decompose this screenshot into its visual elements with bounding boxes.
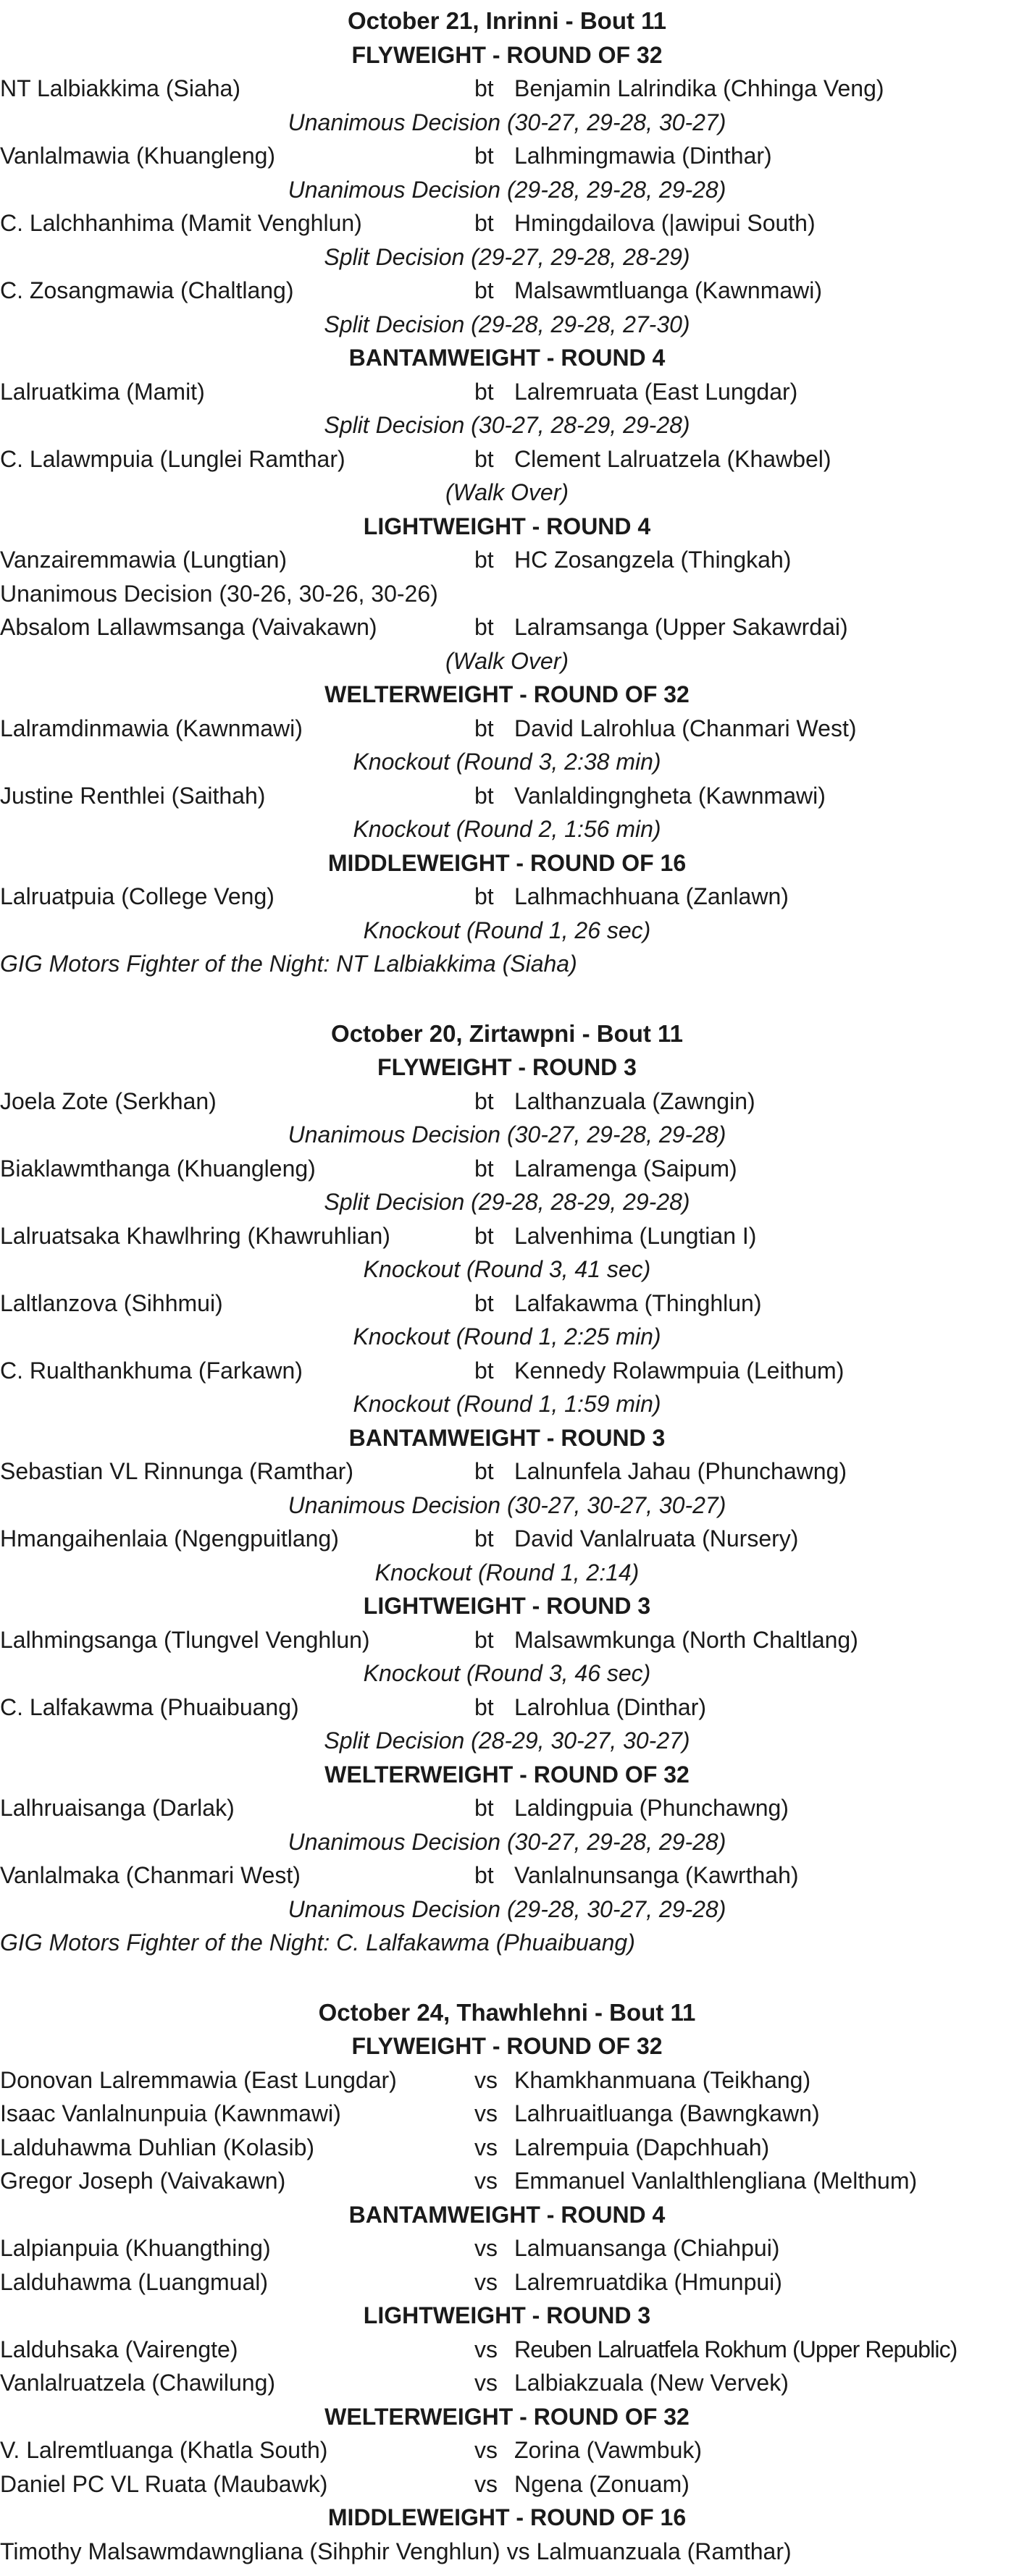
fighter-right: Lalremruata (East Lungdar) — [514, 378, 798, 405]
fighter-right: Lalremruatdika (Hmunpui) — [514, 2268, 782, 2295]
fighter-left: Gregor Joseph (Vaivakawn) — [0, 2168, 286, 2194]
bout-row — [0, 139, 1014, 173]
fighter-left: Lalduhawma (Luangmual) — [0, 2268, 268, 2295]
bout-connector: vs — [474, 2336, 498, 2362]
fighter-right: Lalvenhima (Lungtian I) — [514, 1222, 757, 1249]
fighter-left: Lalramdinmawia (Kawnmawi) — [0, 715, 303, 741]
bout-row — [0, 1085, 1014, 1119]
bout-result: Unanimous Decision (29-28, 29-28, 29-28) — [288, 176, 726, 203]
fighter-right: Emmanuel Vanlalthlengliana (Melthum) — [514, 2168, 918, 2194]
division-heading: BANTAMWEIGHT - ROUND 3 — [348, 1424, 666, 1451]
bout-connector: bt — [474, 210, 494, 236]
fighter-left: V. Lalremtluanga (Khatla South) — [0, 2437, 328, 2463]
bout-connector: vs — [474, 2470, 498, 2497]
fighter-left: Hmangaihenlaia (Ngengpuitlang) — [0, 1525, 339, 1552]
fighter-left: Lalruatpuia (College Veng) — [0, 883, 275, 909]
bout-result: Split Decision (30-27, 28-29, 29-28) — [324, 412, 690, 438]
bout-row — [0, 442, 1014, 476]
bout-connector: bt — [474, 1155, 494, 1182]
fighter-left: C. Lalchhanhima (Mamit Venghlun) — [0, 210, 362, 236]
fighter-right: Kennedy Rolawmpuia (Leithum) — [514, 1357, 845, 1384]
bout-result: Split Decision (29-27, 29-28, 28-29) — [324, 243, 690, 270]
fighter-left: Vanzairemmawia (Lungtian) — [0, 547, 288, 573]
fighter-right: Hmingdailova (|awipui South) — [514, 210, 816, 236]
bout-connector: bt — [474, 614, 494, 640]
bout-result: Knockout (Round 1, 26 sec) — [363, 917, 651, 943]
bout-row — [0, 610, 1014, 644]
bout-result: Unanimous Decision (30-27, 29-28, 30-27) — [288, 109, 726, 135]
bout-row — [0, 2164, 1014, 2198]
fighter-left: Donovan Lalremmawia (East Lungdar) — [0, 2066, 397, 2093]
fighter-right: David Vanlalruata (Nursery) — [514, 1525, 799, 1552]
fighter-right: Lalrohlua (Dinthar) — [514, 1693, 707, 1720]
event-title: October 20, Zirtawpni - Bout 11 — [331, 1019, 683, 1047]
fighter-right: Lalbiakzuala (New Vervek) — [514, 2370, 789, 2396]
fighter-right: Zorina (Vawmbuk) — [514, 2437, 703, 2463]
fighter-right: Laldingpuia (Phunchawng) — [514, 1795, 789, 1821]
bout-connector: vs — [474, 2100, 498, 2126]
bout-row — [0, 543, 1014, 577]
bout-connector: bt — [474, 378, 494, 405]
division-heading: LIGHTWEIGHT - ROUND 3 — [363, 2302, 651, 2328]
bout-result: Split Decision (29-28, 29-28, 27-30) — [324, 311, 690, 337]
division-heading: FLYWEIGHT - ROUND 3 — [377, 1054, 637, 1080]
fighter-right: Lalthanzuala (Zawngin) — [514, 1087, 755, 1114]
bout-result: Knockout (Round 1, 2:25 min) — [353, 1323, 661, 1350]
bout-row — [0, 2333, 1014, 2367]
bout-connector: vs — [474, 2268, 498, 2295]
bout-row — [0, 2231, 1014, 2265]
fighter-of-the-night: GIG Motors Fighter of the Night: NT Lalbiakkima (Siaha) — [0, 951, 577, 977]
fighter-left: Lalruatkima (Mamit) — [0, 378, 205, 405]
bout-row — [0, 1791, 1014, 1825]
bout-row — [0, 1287, 1014, 1321]
bout-row — [0, 2366, 1014, 2400]
bout-connector: bt — [474, 1795, 494, 1821]
bout-connector: bt — [474, 1525, 494, 1552]
fighter-right: Lalrempuia (Dapchhuah) — [514, 2134, 770, 2160]
fighter-left: Daniel PC VL Ruata (Maubawk) — [0, 2470, 328, 2497]
division-heading: MIDDLEWEIGHT - ROUND OF 16 — [327, 849, 687, 876]
bout-result: Knockout (Round 1, 2:14) — [374, 1559, 640, 1586]
bout-connector: bt — [474, 547, 494, 573]
bout-connector: bt — [474, 445, 494, 472]
bout-connector: bt — [474, 715, 494, 741]
bout-connector: bt — [474, 1222, 494, 1249]
fighter-right: Malsawmkunga (North Chaltlang) — [514, 1626, 858, 1653]
bout-row — [0, 1152, 1014, 1186]
bout-row — [0, 1691, 1014, 1725]
event-section — [0, 4, 1014, 981]
bout-row — [0, 2433, 1014, 2467]
bout-connector: bt — [474, 782, 494, 809]
bout-connector: bt — [474, 1626, 494, 1653]
bout-connector: vs — [474, 2168, 498, 2194]
bout-row — [0, 1522, 1014, 1556]
fighter-left: Vanlalmawia (Khuangleng) — [0, 143, 276, 169]
bout-result: Unanimous Decision (30-27, 30-27, 30-27) — [288, 1491, 726, 1518]
bout-result: Split Decision (29-28, 28-29, 29-28) — [324, 1189, 690, 1215]
fighter-right: Lalfakawma (Thinghlun) — [514, 1289, 762, 1316]
bout-result: Unanimous Decision (30-26, 30-26, 30-26) — [0, 580, 438, 607]
fighter-right: Lalmuanzuala (Ramthar) — [536, 2538, 792, 2564]
event-title: October 21, Inrinni - Bout 11 — [347, 7, 667, 34]
division-heading: WELTERWEIGHT - ROUND OF 32 — [324, 2403, 690, 2430]
fighter-left: Vanlalmaka (Chanmari West) — [0, 1862, 301, 1888]
bout-result: Knockout (Round 2, 1:56 min) — [353, 816, 661, 842]
fighter-of-the-night: GIG Motors Fighter of the Night: C. Lalfakawma (Phuaibuang) — [0, 1929, 635, 1956]
fighter-left: Lalduhawma Duhlian (Kolasib) — [0, 2134, 315, 2160]
bout-row — [0, 2265, 1014, 2299]
fighter-right: Lalhmingmawia (Dinthar) — [514, 143, 772, 169]
bout-row — [0, 1219, 1014, 1253]
fighter-left: Lalhruaisanga (Darlak) — [0, 1795, 235, 1821]
fighter-right: Clement Lalruatzela (Khawbel) — [514, 445, 831, 472]
fighter-left: Isaac Vanlalnunpuia (Kawnmawi) — [0, 2100, 341, 2126]
bout-row — [0, 1354, 1014, 1388]
fighter-left: Lalhmingsanga (Tlungvel Venghlun) — [0, 1626, 370, 1653]
bout-result: Unanimous Decision (30-27, 29-28, 29-28) — [288, 1828, 726, 1855]
fighter-right: Lalnunfela Jahau (Phunchawng) — [514, 1458, 847, 1484]
fighter-right: Lalramenga (Saipum) — [514, 1155, 737, 1182]
bout-row — [0, 2535, 1014, 2569]
fighter-left: Biaklawmthanga (Khuangleng) — [0, 1155, 316, 1182]
fighter-right: Khamkhanmuana (Teikhang) — [514, 2066, 811, 2093]
fighter-left: C. Lalfakawma (Phuaibuang) — [0, 1693, 299, 1720]
bout-row — [0, 880, 1014, 914]
fighter-right: HC Zosangzela (Thingkah) — [514, 547, 792, 573]
division-heading: WELTERWEIGHT - ROUND OF 32 — [324, 1761, 690, 1788]
fighter-left: NT Lalbiakkima (Siaha) — [0, 75, 240, 101]
bout-connector: vs — [474, 2437, 498, 2463]
fighter-left: Lalruatsaka Khawlhring (Khawruhlian) — [0, 1222, 390, 1249]
bout-row — [0, 1455, 1014, 1489]
bout-row — [0, 712, 1014, 746]
division-heading: LIGHTWEIGHT - ROUND 4 — [363, 513, 651, 539]
bout-result: Knockout (Round 1, 1:59 min) — [353, 1391, 661, 1417]
fighter-left: Lalduhsaka (Vairengte) — [0, 2336, 238, 2362]
fighter-left: Lalpianpuia (Khuangthing) — [0, 2235, 271, 2261]
fighter-right: Lalhmachhuana (Zanlawn) — [514, 883, 789, 909]
event-title: October 24, Thawhlehni - Bout 11 — [318, 1998, 696, 2026]
fighter-left: Vanlalruatzela (Chawilung) — [0, 2370, 276, 2396]
bout-row — [0, 375, 1014, 409]
fighter-left: Joela Zote (Serkhan) — [0, 1087, 217, 1114]
bout-row — [0, 2097, 1014, 2131]
bout-connector: bt — [474, 1357, 494, 1384]
bout-connector: vs — [506, 2538, 530, 2564]
bout-connector: bt — [474, 143, 494, 169]
fighter-right: Lalmuansanga (Chiahpui) — [514, 2235, 780, 2261]
division-heading: MIDDLEWEIGHT - ROUND OF 16 — [327, 2504, 687, 2530]
fighter-right: Benjamin Lalrindika (Chhinga Veng) — [514, 75, 884, 101]
fighter-right: Vanlaldingngheta (Kawnmawi) — [514, 782, 826, 809]
fighter-right: Lalhruaitluanga (Bawngkawn) — [514, 2100, 820, 2126]
bout-connector: bt — [474, 1289, 494, 1316]
fighter-right: Lalramsanga (Upper Sakawrdai) — [514, 614, 848, 640]
fighter-right: Vanlalnunsanga (Kawrthah) — [514, 1862, 799, 1888]
division-heading: LIGHTWEIGHT - ROUND 3 — [363, 1593, 651, 1619]
division-heading: BANTAMWEIGHT - ROUND 4 — [348, 345, 666, 371]
bout-row — [0, 779, 1014, 813]
fighter-left: Laltlanzova (Sihhmui) — [0, 1289, 223, 1316]
bout-row — [0, 1859, 1014, 1893]
bout-row — [0, 2131, 1014, 2165]
bout-result: Unanimous Decision (30-27, 29-28, 29-28) — [288, 1121, 726, 1148]
division-heading: WELTERWEIGHT - ROUND OF 32 — [324, 681, 690, 707]
bout-result: (Walk Over) — [445, 647, 569, 674]
fighter-right: David Lalrohlua (Chanmari West) — [514, 715, 857, 741]
bout-connector: vs — [474, 2370, 498, 2396]
bout-connector: bt — [474, 1693, 494, 1720]
bout-result: Unanimous Decision (29-28, 30-27, 29-28) — [288, 1895, 726, 1922]
bout-row — [0, 206, 1014, 240]
bout-connector: vs — [474, 2134, 498, 2160]
bout-result: (Walk Over) — [445, 479, 569, 505]
bout-connector: bt — [474, 1862, 494, 1888]
bout-row — [0, 2467, 1014, 2501]
division-heading: BANTAMWEIGHT - ROUND 4 — [348, 2201, 666, 2228]
bout-result: Knockout (Round 3, 2:38 min) — [353, 749, 661, 775]
fighter-right: Malsawmtluanga (Kawnmawi) — [514, 277, 823, 303]
bout-row — [0, 72, 1014, 106]
fighter-right: Ngena (Zonuam) — [514, 2470, 690, 2497]
bout-result: Split Decision (28-29, 30-27, 30-27) — [324, 1727, 690, 1754]
bout-connector: vs — [474, 2066, 498, 2093]
event-section — [0, 1996, 1014, 2569]
bout-result: Knockout (Round 3, 41 sec) — [363, 1256, 651, 1282]
fighter-left: Absalom Lallawmsanga (Vaivakawn) — [0, 614, 377, 640]
bout-connector: bt — [474, 277, 494, 303]
bout-row — [0, 1623, 1014, 1657]
fighter-right: Reuben Lalruatfela Rokhum (Upper Republic) — [514, 2336, 958, 2362]
bout-connector: bt — [474, 1458, 494, 1484]
bout-connector: bt — [474, 883, 494, 909]
fighter-left: Justine Renthlei (Saithah) — [0, 782, 266, 809]
fighter-left: Sebastian VL Rinnunga (Ramthar) — [0, 1458, 353, 1484]
bout-connector: bt — [474, 75, 494, 101]
bout-row — [0, 274, 1014, 308]
division-heading: FLYWEIGHT - ROUND OF 32 — [351, 2033, 663, 2059]
event-section — [0, 1017, 1014, 1960]
bout-result: Knockout (Round 3, 46 sec) — [363, 1660, 651, 1686]
fighter-left: Timothy Malsawmdawngliana (Sihphir Venghlun) — [0, 2538, 500, 2564]
bout-connector: bt — [474, 1087, 494, 1114]
division-heading: FLYWEIGHT - ROUND OF 32 — [351, 41, 663, 68]
bout-row — [0, 2063, 1014, 2097]
bout-connector: vs — [474, 2235, 498, 2261]
fighter-left: C. Lalawmpuia (Lunglei Ramthar) — [0, 445, 345, 472]
fighter-left: C. Rualthankhuma (Farkawn) — [0, 1357, 303, 1384]
fighter-left: C. Zosangmawia (Chaltlang) — [0, 277, 294, 303]
